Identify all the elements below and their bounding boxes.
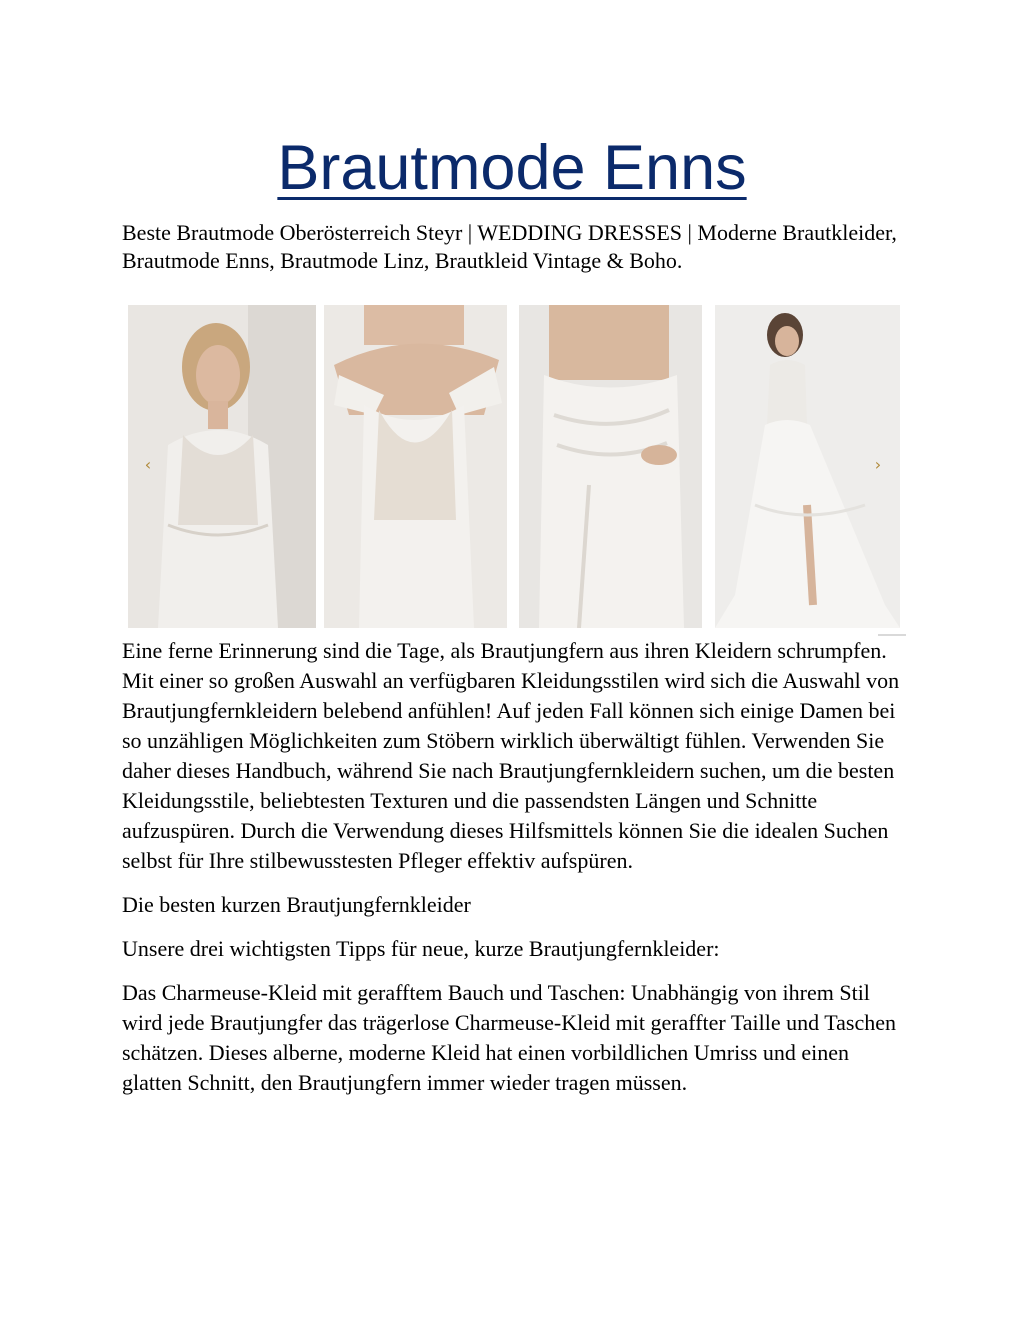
- gallery-photo-off-shoulder-lace: [324, 305, 507, 628]
- document-subtitle: Beste Brautmode Oberösterreich Steyr | WEDDING DRESSES | Moderne Brautkleider, Brautmode Enns, Brautmode Linz, Brautkleid Vintage & Boho.: [122, 220, 897, 273]
- chevron-left-icon: ‹: [144, 455, 152, 474]
- gallery-photo-satin-strapless: [519, 305, 702, 628]
- dress-gallery: [128, 305, 900, 628]
- gallery-prev-arrow[interactable]: [140, 455, 156, 475]
- chevron-right-icon: ›: [874, 455, 882, 474]
- gallery-next-arrow[interactable]: [870, 455, 886, 475]
- document-title[interactable]: [0, 132, 1024, 204]
- gallery-photo-lace-mermaid: [128, 305, 316, 628]
- article-heading: Die besten kurzen Brautjungfernkleider: [122, 892, 471, 917]
- article-paragraph: Eine ferne Erinnerung sind die Tage, als Brautjungfern aus ihren Kleidern schrumpfen. Mit einer so großen Auswahl an verfügbaren Kleidungsstilen wird sich die Auswahl von Brautjungfernkleidern belebend anfühlen! Auf jeden Fall können sich einige Damen bei so unzähligen Möglichkeiten zum Stöbern wirklich überwältigt fühlen. Verwenden Sie daher dieses Handbuch, während Sie nach Brautjungfernkleidern suchen, um die besten Kleidungsstile, beliebtesten Texturen und die passendsten Längen und Schnitte aufzuspüren. Durch die Verwendung dieses Hilfsmittels können Sie die idealen Suchen selbst für Ihre stilbewusstesten Pfleger effektiv aufspüren.: [122, 638, 900, 873]
- article-paragraph: Das Charmeuse-Kleid mit gerafftem Bauch und Taschen: Unabhängig von ihrem Stil wird jede Brautjungfer das trägerlose Charmeuse-Kleid mit geraffter Taille und Taschen schätzen. Dieses alberne, moderne Kleid hat einen vorbildlichen Umriss und einen glatten Schnitt, den Brautjungfern immer wieder tragen müssen.: [122, 980, 896, 1095]
- article-paragraph: Unsere drei wichtigsten Tipps für neue, kurze Brautjungfernkleider:: [122, 936, 720, 961]
- document-title-link[interactable]: Brautmode Enns: [277, 133, 747, 203]
- article-body: [122, 636, 912, 1112]
